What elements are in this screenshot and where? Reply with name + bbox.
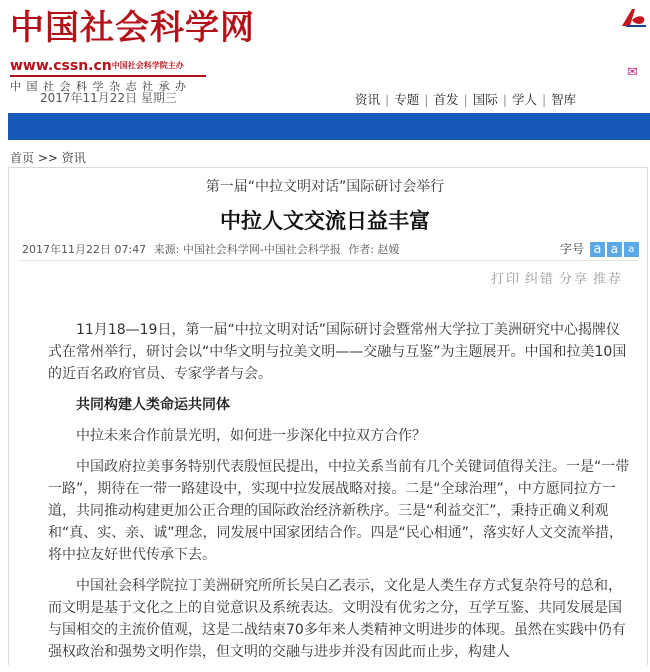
article-datetime: 2017年11月22日 07:47 [22, 243, 147, 256]
article-body [48, 319, 630, 672]
recommend-link[interactable]: 推荐 [593, 272, 624, 287]
nav-separator: | [502, 92, 507, 107]
site-logo[interactable] [10, 8, 255, 93]
partner-logo-icon[interactable] [620, 6, 648, 30]
nav-item-international[interactable]: 国际 [472, 92, 498, 107]
nav-item-news[interactable]: 资讯 [355, 92, 381, 107]
top-nav [352, 90, 579, 108]
breadcrumb[interactable]: 首页 >> 资讯 [10, 151, 86, 165]
nav-separator: | [424, 92, 429, 107]
article-author: 作者: 赵嫒 [348, 243, 400, 256]
nav-separator: | [541, 92, 547, 107]
logo-divider [10, 75, 206, 77]
article-subheading: 共同构建人类命运共同体 [76, 397, 230, 413]
article-paragraph: 中国政府拉美事务特别代表殷恒民提出，中拉关系当前有几个关键词值得关注。一是“一带一路”，期待在一带一路建设中，实现中拉发展战略对接。二是“全球治理”，中方愿同拉方一道，共同推动构建更加公正合理的国际政治经济新秩序。三是“利益交汇”，秉持正确义利观和“真、实、亲、诚”理念，同发展中国家团结合作。四是“民心相通”，落实好人文交流举措，将中拉友好世代传承下去。 [48, 459, 630, 563]
nav-separator: | [385, 92, 390, 107]
print-link[interactable]: 打印 [491, 272, 522, 287]
nav-separator: | [463, 92, 468, 107]
nav-item-first-release[interactable]: 首发 [433, 92, 459, 107]
logo-url [10, 58, 184, 74]
article-tools [487, 268, 623, 287]
channel-nav-bar [8, 113, 650, 140]
font-size-control [560, 240, 639, 257]
article-meta [22, 241, 404, 257]
logo-publisher: 中 国 社 会 科 学 杂 志 社 承 办 [10, 80, 187, 93]
font-size-medium-button[interactable]: a [607, 242, 622, 257]
nav-item-topics[interactable]: 专题 [394, 92, 420, 107]
share-link[interactable]: 分享 [559, 272, 590, 287]
article-paragraph: 11月18—19日，第一届“中拉文明对话”国际研讨会暨常州大学拉丁美洲研究中心揭牌仪式在常州举行，研讨会以“中华文明与拉美文明——交融与互鉴”为主题展开。中国和拉美10国的近百名政府官员、专家学者与会。 [48, 322, 627, 382]
article-title: 中拉人文交流日益丰富 [220, 209, 430, 233]
current-date: 2017年11月22日 星期三 [40, 91, 177, 105]
article-paragraph: 中国社会科学院拉丁美洲研究所所长吴白乙表示，文化是人类生存方式复杂符号的总和，而文明是基于文化之上的自觉意识及系统表达。文明没有优劣之分，互学互鉴、共同发展是国与国相交的主流价值观，这是二战结束70多年来人类精神文明进步的体现。虽然在实践中仍有强权政治和强势文明作祟，但文明的交融与进步并没有因此而止步，构建人 [48, 578, 626, 660]
font-size-label: 字号 [560, 242, 585, 256]
correction-link[interactable]: 纠错 [525, 272, 556, 287]
nav-item-scholars[interactable]: 学人 [511, 92, 537, 107]
logo-host-text: 中国社会科学院主办 [111, 61, 184, 70]
bookmark-icon[interactable]: ✉ [627, 65, 638, 80]
article-source[interactable]: 来源: 中国社会科学网-中国社会科学报 [153, 243, 341, 256]
font-size-large-button[interactable]: a [590, 242, 605, 257]
logo-url-text: www.cssn.cn [10, 58, 112, 74]
meta-divider [18, 260, 638, 261]
logo-title: 中国社会科学网 [10, 8, 255, 48]
article-paragraph: 中拉未来合作前景光明，如何进一步深化中拉双方合作？ [76, 428, 426, 444]
font-size-small-button[interactable]: a [624, 242, 639, 257]
nav-item-think-tank[interactable]: 智库 [551, 92, 577, 107]
article-overtitle: 第一届“中拉文明对话”国际研讨会举行 [205, 179, 445, 195]
